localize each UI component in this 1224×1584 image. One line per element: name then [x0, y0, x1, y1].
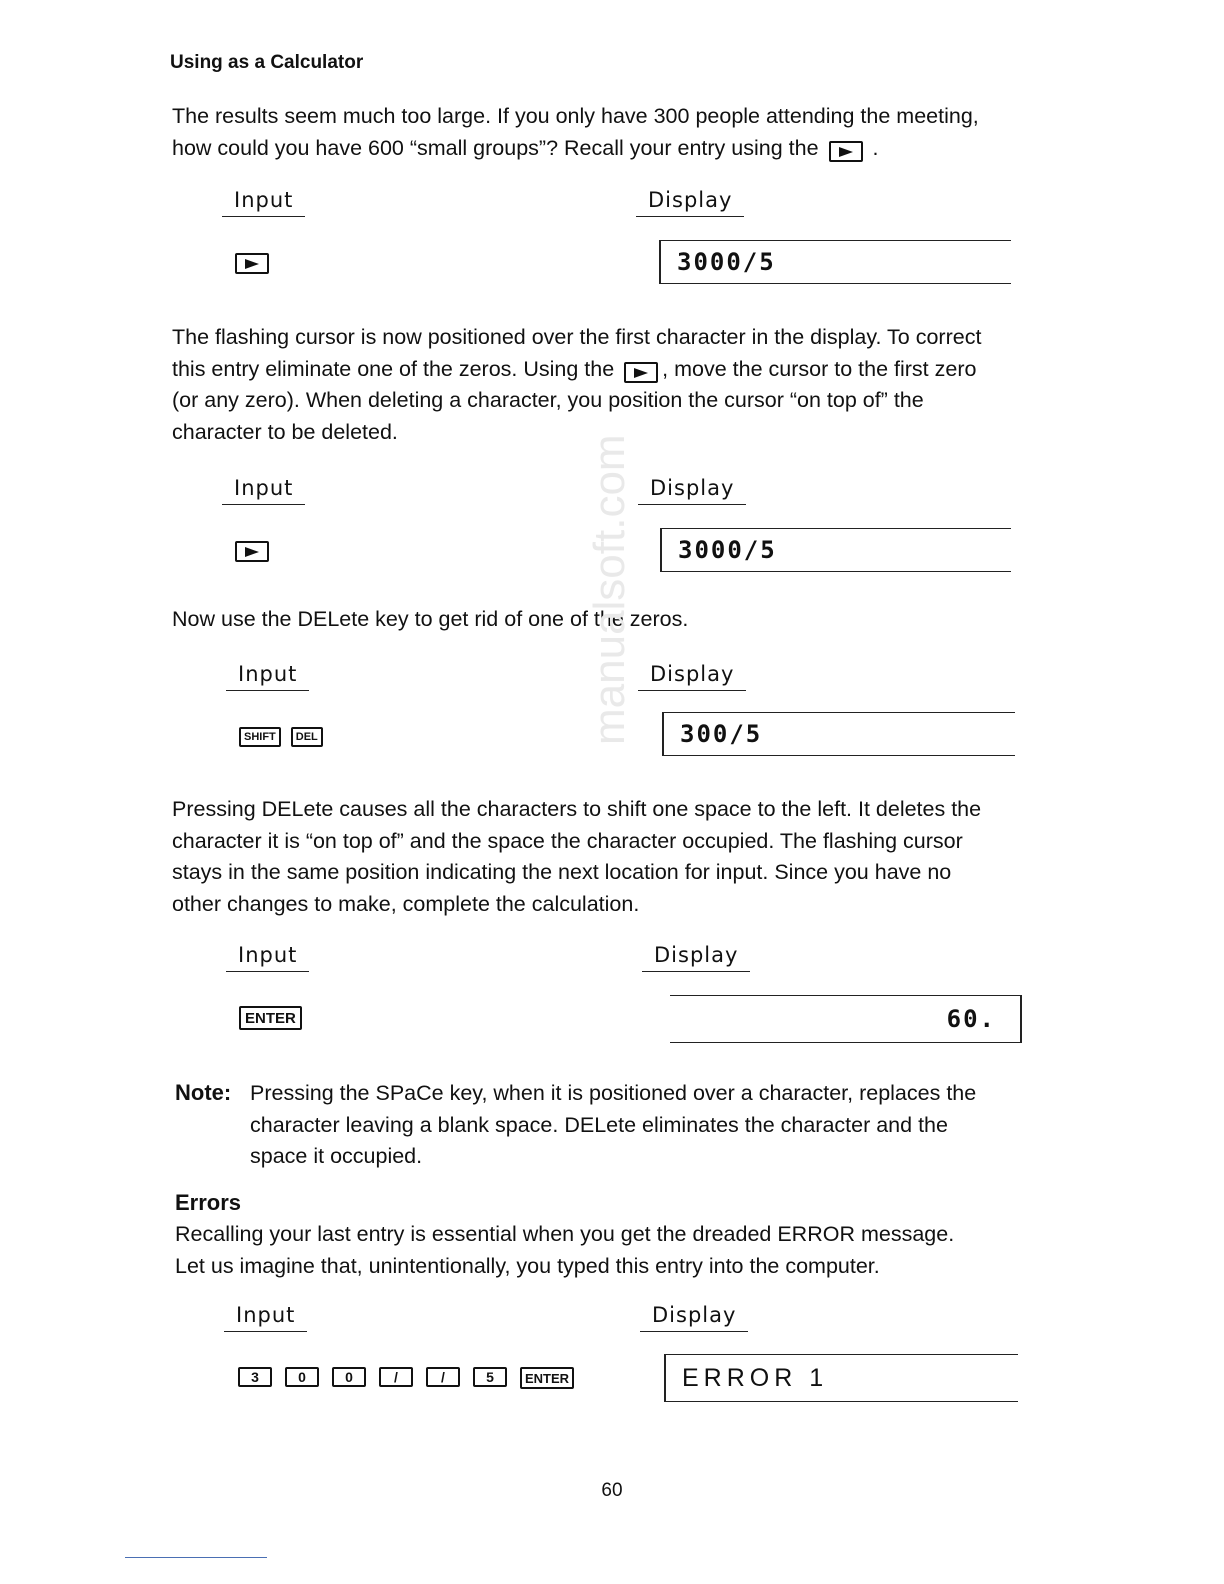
key-3: 3: [238, 1367, 272, 1387]
display-label-2: Display: [638, 476, 746, 505]
note-body: [250, 1078, 1060, 1173]
paragraph-1-line-1: The results seem much too large. If you only have 300 people attending the meeting,: [172, 104, 979, 128]
paragraph-2-line-4: character to be deleted.: [172, 419, 398, 444]
display-label-5: Display: [640, 1303, 748, 1332]
display-screen-1: 3000/5: [659, 240, 1011, 284]
del-key: DEL: [291, 727, 323, 747]
paragraph-4-line-2: character it is “on top of” and the space the character occupied. The flashing cursor: [172, 828, 963, 853]
input-label-3: Input: [226, 662, 309, 691]
paragraph-1-end: .: [872, 135, 879, 160]
key-sequence-3: [239, 727, 323, 747]
errors-line-2: Let us imagine that, unintentionally, you typed this entry into the computer.: [175, 1253, 880, 1278]
errors-paragraph: [175, 1219, 1065, 1282]
paragraph-2-line-2: [172, 354, 1062, 386]
right-arrow-key-icon: [624, 362, 658, 383]
paragraph-1-line-2: [172, 133, 1062, 165]
paragraph-2-line-3: (or any zero). When deleting a character, you position the cursor “on top of” the: [172, 388, 924, 412]
page-number: 60: [601, 1480, 623, 1501]
input-label-2: Input: [222, 476, 305, 505]
note-line-2: character leaving a blank space. DELete eliminates the character and the: [250, 1112, 948, 1137]
display-screen-5: ERROR 1: [664, 1354, 1018, 1402]
key-5: 5: [473, 1367, 507, 1387]
watermark: manualsoft.com: [585, 434, 634, 745]
right-arrow-key-icon: [235, 253, 269, 274]
paragraph-4-line-3: stays in the same position indicating the next location for input. Since you have no: [172, 860, 952, 884]
enter-key: ENTER: [520, 1367, 574, 1389]
display-label-3: Display: [638, 662, 746, 691]
section-title-errors: Errors: [175, 1190, 242, 1215]
key-divide: /: [426, 1367, 460, 1387]
right-arrow-key-icon: [829, 141, 863, 162]
enter-key: ENTER: [239, 1006, 302, 1030]
paragraph-1-line-2-text: how could you have 600 “small groups”? Recall your entry using the: [172, 135, 819, 160]
footer-rule: [125, 1557, 267, 1558]
input-label-4: Input: [226, 943, 309, 972]
note-line-1: Pressing the SPaCe key, when it is positioned over a character, replaces the: [250, 1081, 977, 1105]
display-label-1: Display: [636, 188, 744, 217]
paragraph-2-line-2a: this entry eliminate one of the zeros. Using the: [172, 356, 615, 381]
paragraph-3: Now use the DELete key to get rid of one of the zeros.: [172, 607, 689, 631]
note-line-3: space it occupied.: [250, 1144, 423, 1168]
paragraph-4-line-1: Pressing DELete causes all the characters to shift one space to the left. It deletes the: [172, 797, 982, 821]
display-label-4: Display: [642, 943, 750, 972]
input-label-5: Input: [224, 1303, 307, 1332]
right-arrow-key-icon: [235, 541, 269, 562]
paragraph-2-line-2b: , move the cursor to the first zero: [662, 356, 977, 381]
errors-line-1: Recalling your last entry is essential when you get the dreaded ERROR message.: [175, 1222, 955, 1246]
shift-key: SHIFT: [239, 727, 281, 747]
key-sequence-5: [238, 1367, 574, 1389]
note-label: Note:: [175, 1080, 232, 1105]
paragraph-2-line-1: The flashing cursor is now positioned over the first character in the display. To correct: [172, 325, 982, 349]
paragraph-1: [172, 101, 1062, 164]
display-screen-2: 3000/5: [660, 528, 1011, 572]
page-header: Using as a Calculator: [170, 52, 364, 73]
key-divide: /: [379, 1367, 413, 1387]
display-screen-4: 60.: [670, 995, 1022, 1043]
display-screen-3: 300/5: [662, 712, 1015, 756]
input-label-1: Input: [222, 188, 305, 217]
key-0: 0: [332, 1367, 366, 1387]
paragraph-4: [172, 794, 1062, 920]
paragraph-4-line-4: other changes to make, complete the calculation.: [172, 891, 640, 916]
key-0: 0: [285, 1367, 319, 1387]
paragraph-2: [172, 322, 1062, 448]
